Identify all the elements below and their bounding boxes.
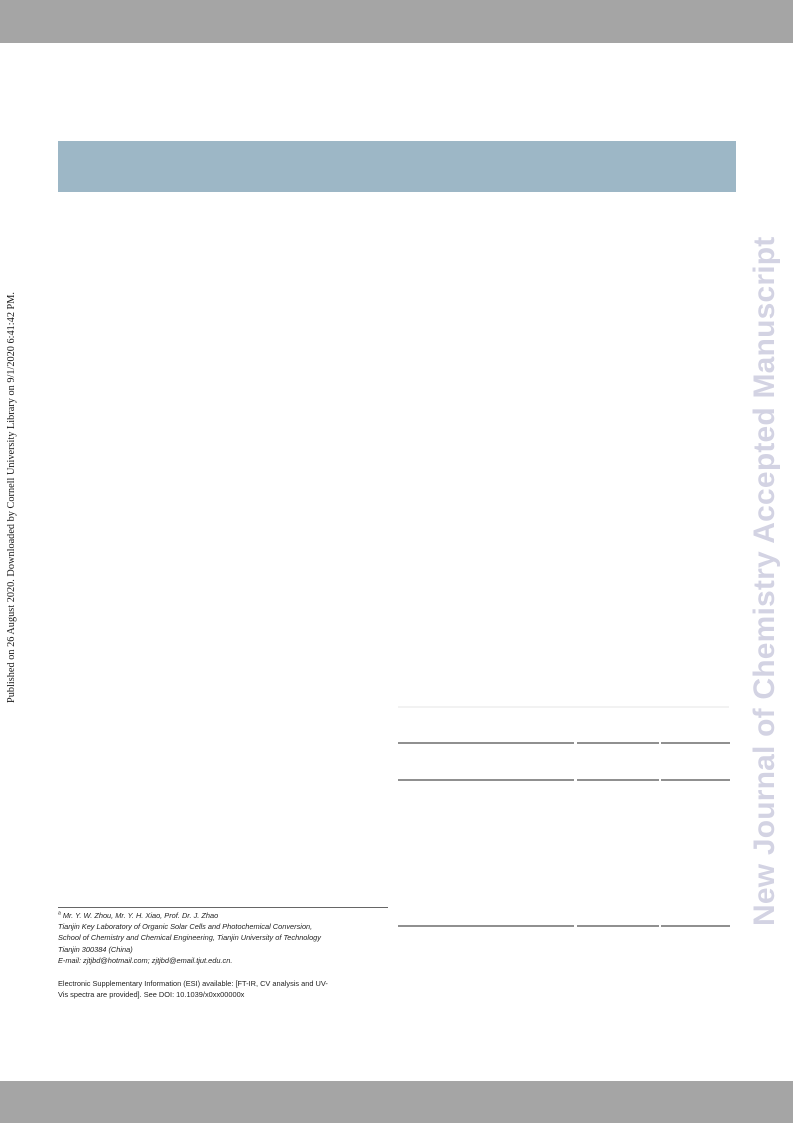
table-rules bbox=[397, 700, 737, 930]
bottom-gray-bar bbox=[0, 1081, 793, 1123]
footnote-affiliation-line-2: School of Chemistry and Chemical Engineering, Tianjin University of Technology bbox=[58, 933, 321, 943]
footnote-affiliation-line-3: Tianjin 300384 (China) bbox=[58, 944, 133, 954]
footnote-divider bbox=[58, 907, 388, 908]
esi-line-1: Electronic Supplementary Information (ESI) available: [FT-IR, CV analysis and UV- bbox=[58, 979, 328, 988]
footnote-email: E-mail: zjtjbd@hotmail.com; zjtjbd@email.tjut.edu.cn. bbox=[58, 955, 233, 965]
accepted-manuscript-watermark: New Journal of Chemistry Accepted Manuscript bbox=[748, 236, 781, 926]
esi-note bbox=[58, 978, 393, 1000]
top-gray-bar bbox=[0, 0, 793, 43]
footnote-authors bbox=[58, 910, 393, 921]
footnote-marker: a bbox=[58, 910, 61, 917]
esi-line-2: Vis spectra are provided]. See DOI: 10.1039/x0xx00000x bbox=[58, 990, 245, 1000]
publication-side-note: Published on 26 August 2020. Downloaded by Cornell University Library on 9/1/2020 6:41:42 PM. bbox=[6, 292, 17, 704]
author-footnote bbox=[58, 910, 393, 966]
footnote-author-names: Mr. Y. W. Zhou, Mr. Y. H. Xiao, Prof. Dr. J. Zhao bbox=[62, 911, 219, 920]
footnote-affiliation-line-1: Tianjin Key Laboratory of Organic Solar Cells and Photochemical Conversion, bbox=[58, 922, 313, 932]
journal-header-banner bbox=[58, 141, 736, 192]
